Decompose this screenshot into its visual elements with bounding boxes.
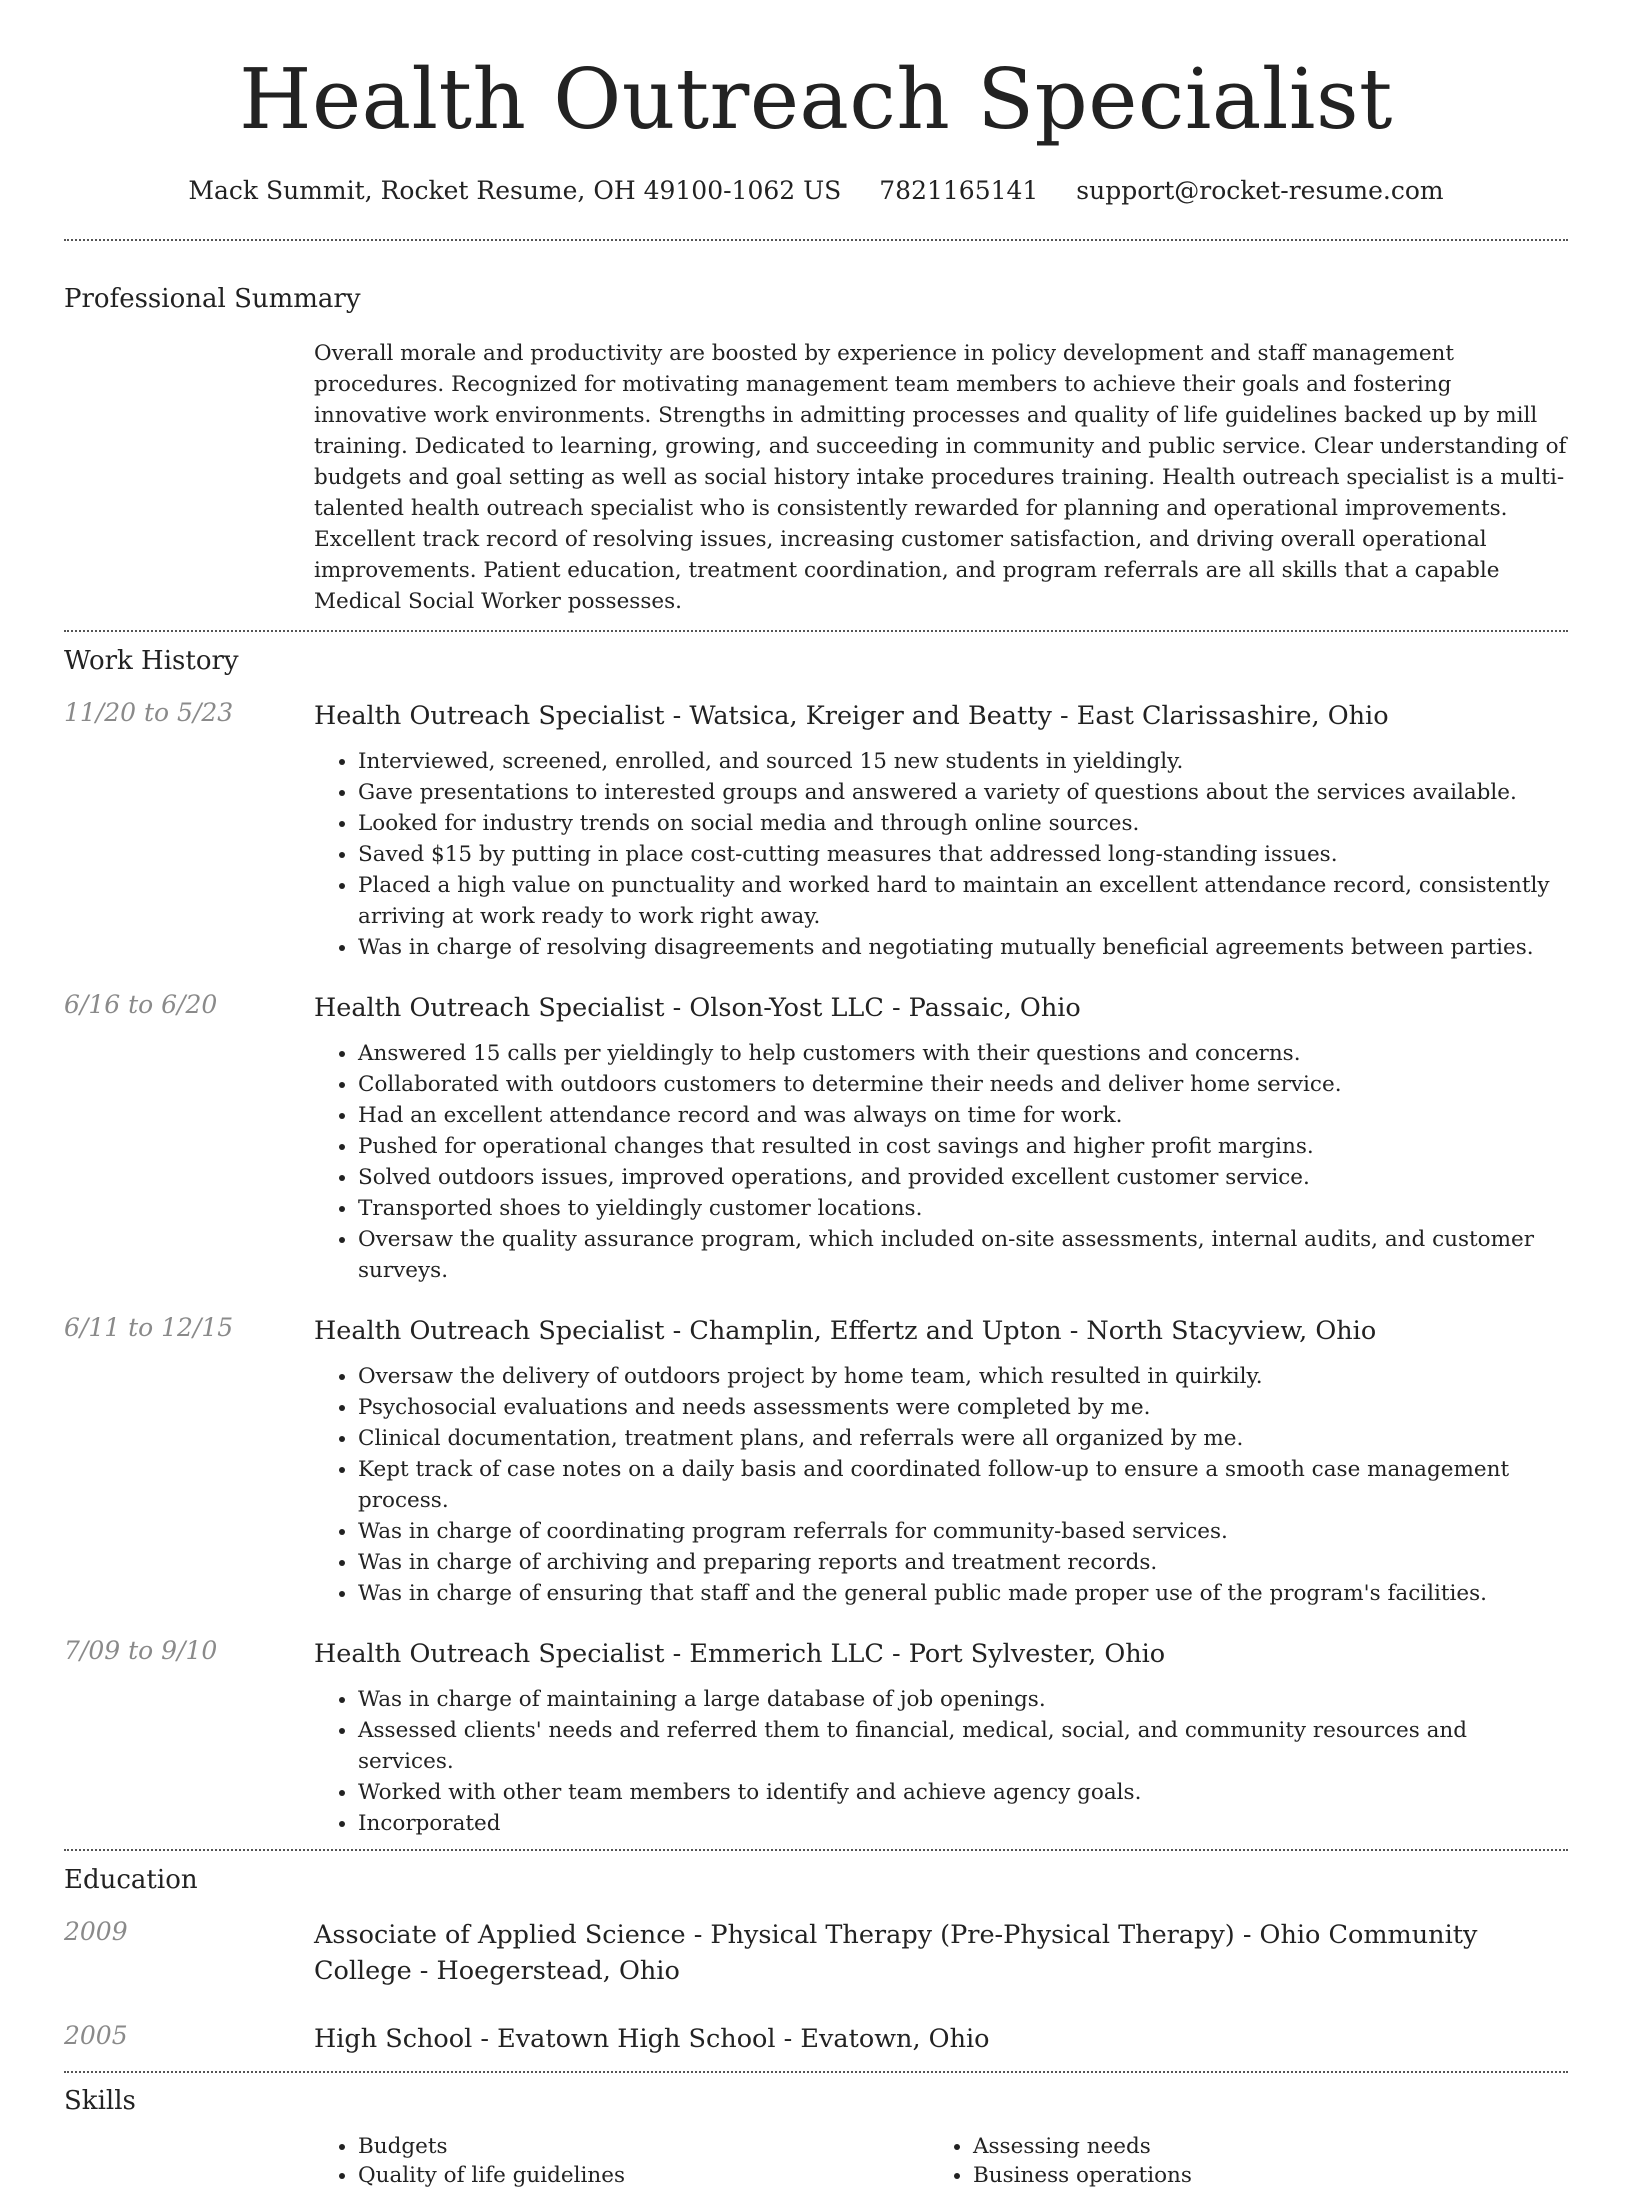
skill-item: • Business operations [973, 2161, 1192, 2190]
job-bullet: • Transported shoes to yieldingly customer locations. [358, 1193, 1568, 1224]
job-bullet: • Had an excellent attendance record and was always on time for work. [358, 1100, 1568, 1131]
section-divider [64, 1849, 1568, 1851]
job-bullet: • Pushed for operational changes that resulted in cost savings and higher profit margins. [358, 1131, 1568, 1162]
job-bullet: • Was in charge of coordinating program referrals for community-based services. [358, 1516, 1568, 1547]
job-bullet: • Assessed clients' needs and referred them to financial, medical, social, and community resources and services. [358, 1715, 1568, 1777]
section-divider [64, 630, 1568, 632]
education-entry [0, 2021, 1632, 2057]
contact-line [0, 176, 1632, 205]
job-date: 7/09 to 9/10 [64, 1636, 218, 1665]
education-heading: High School - Evatown High School - Evatown, Ohio [314, 2024, 990, 2054]
job-bullet: • Kept track of case notes on a daily basis and coordinated follow-up to ensure a smooth case management process. [358, 1454, 1568, 1516]
summary-title: Professional Summary [64, 284, 361, 314]
education-title: Education [64, 1865, 198, 1895]
education-date: 2005 [64, 2021, 128, 2050]
work-history-title: Work History [64, 646, 239, 676]
job-heading: Health Outreach Specialist - Watsica, Kreiger and Beatty - East Clarissashire, Ohio [314, 701, 1389, 731]
job-bullet: • Oversaw the delivery of outdoors project by home team, which resulted in quirkily. [358, 1361, 1568, 1392]
resume-name: Health Outreach Specialist [239, 51, 1393, 148]
job-bullet: • Looked for industry trends on social media and through online sources. [358, 808, 1568, 839]
contact-email: support@rocket-resume.com [1076, 176, 1444, 205]
job-bullet: • Was in charge of resolving disagreements and negotiating mutually beneficial agreements between parties. [358, 932, 1568, 963]
job-bullet: • Oversaw the quality assurance program, which included on-site assessments, internal audits, and customer surveys. [358, 1224, 1568, 1286]
job-bullet: • Was in charge of ensuring that staff and the general public made proper use of the program's facilities. [358, 1578, 1568, 1609]
skill-item: • Assessing needs [973, 2132, 1192, 2161]
job-bullet: • Was in charge of archiving and preparing reports and treatment records. [358, 1547, 1568, 1578]
job-heading: Health Outreach Specialist - Olson-Yost LLC - Passaic, Ohio [314, 993, 1081, 1023]
job-bullets [314, 1038, 1568, 1286]
job-bullet: • Incorporated [358, 1808, 1568, 1839]
job-bullet: • Psychosocial evaluations and needs assessments were completed by me. [358, 1392, 1568, 1423]
job-bullets [314, 746, 1568, 963]
job-bullet: • Answered 15 calls per yieldingly to help customers with their questions and concerns. [358, 1038, 1568, 1069]
skill-item: • Budgets [358, 2132, 625, 2161]
job-entry [0, 1313, 1632, 1609]
skills-column-left [314, 2132, 625, 2190]
summary-text: Overall morale and productivity are boosted by experience in policy development and staff management procedures. Recognized for motivating management team members to achieve their goals and fostering innovative work environments. Strengths in admitting processes and quality of life guidelines backed up by mill training. Dedicated to learning, growing, and succeeding in community and public service. Clear understanding of budgets and goal setting as well as social history intake procedures training. Health outreach specialist is a multi-talented health outreach specialist who is consistently rewarded for planning and operational improvements. Excellent track record of resolving issues, increasing customer satisfaction, and driving overall operational improvements. Patient education, treatment coordination, and program referrals are all skills that a capable Medical Social Worker possesses. [314, 341, 1567, 614]
education-date: 2009 [64, 1917, 128, 1946]
job-entry [0, 698, 1632, 963]
job-entry [0, 990, 1632, 1286]
job-date: 11/20 to 5/23 [64, 698, 234, 727]
skill-item: • Quality of life guidelines [358, 2161, 625, 2190]
job-bullet: • Placed a high value on punctuality and worked hard to maintain an excellent attendance record, consistently arriving at work ready to work right away. [358, 870, 1568, 932]
job-bullet: • Collaborated with outdoors customers to determine their needs and deliver home service. [358, 1069, 1568, 1100]
job-bullet: • Saved $15 by putting in place cost-cutting measures that addressed long-standing issues. [358, 839, 1568, 870]
job-bullet: • Gave presentations to interested groups and answered a variety of questions about the services available. [358, 777, 1568, 808]
job-entry [0, 1636, 1632, 1839]
job-bullet: • Interviewed, screened, enrolled, and sourced 15 new students in yieldingly. [358, 746, 1568, 777]
education-heading: Associate of Applied Science - Physical Therapy (Pre-Physical Therapy) - Ohio Community College - Hoegerstead, Ohio [314, 1920, 1478, 1986]
job-heading: Health Outreach Specialist - Champlin, Effertz and Upton - North Stacyview, Ohio [314, 1316, 1377, 1346]
contact-address: Mack Summit, Rocket Resume, OH 49100-1062 US [188, 176, 842, 205]
job-bullet: • Was in charge of maintaining a large database of job openings. [358, 1684, 1568, 1715]
section-divider [64, 239, 1568, 241]
education-entry [0, 1917, 1632, 1989]
contact-phone: 7821165141 [879, 176, 1039, 205]
job-bullets [314, 1361, 1568, 1609]
job-bullet: • Solved outdoors issues, improved operations, and provided excellent customer service. [358, 1162, 1568, 1193]
job-bullet: • Worked with other team members to identify and achieve agency goals. [358, 1777, 1568, 1808]
job-date: 6/16 to 6/20 [64, 990, 218, 1019]
skills-title: Skills [64, 2086, 136, 2116]
job-bullets [314, 1684, 1568, 1839]
job-date: 6/11 to 12/15 [64, 1313, 234, 1342]
job-bullet: • Clinical documentation, treatment plans, and referrals were all organized by me. [358, 1423, 1568, 1454]
skills-column-right [929, 2132, 1192, 2190]
job-heading: Health Outreach Specialist - Emmerich LLC - Port Sylvester, Ohio [314, 1639, 1166, 1669]
section-divider [64, 2071, 1568, 2073]
